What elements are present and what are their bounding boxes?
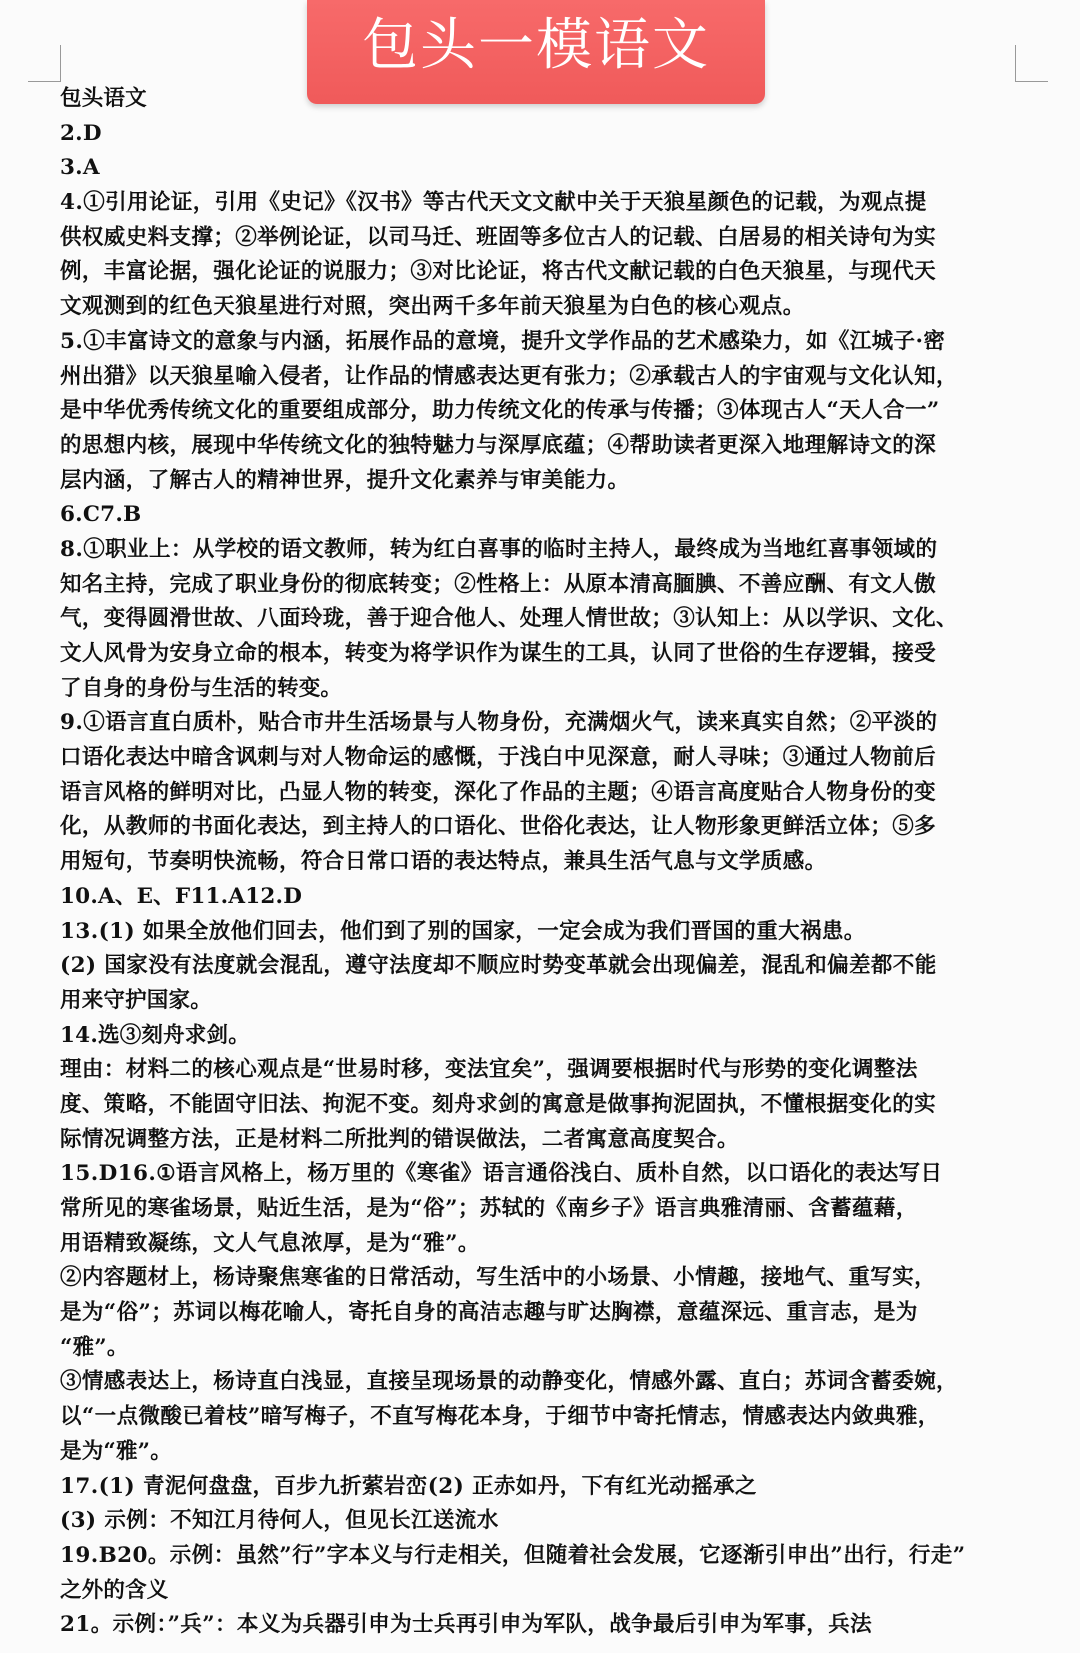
answer-line: 用来守护国家。 [60,987,212,1013]
answer-line: 度、策略，不能固守旧法、拘泥不变。刻舟求剑的寓意是做事拘泥固执，不懂根据变化的实 [60,1091,937,1117]
answer-line: ③情感表达上，杨诗直白浅显，直接呈现场景的动静变化，情感外露、直白；苏词含蓄委婉， [60,1369,958,1395]
answer-line: 9.①语言直白质朴，贴合市井生活场景与人物身份，充满烟火气，读来真实自然；②平淡的 [60,710,938,736]
answer-line: 19.B20。示例：虽然”行”字本义与行走相关，但随着社会发展，它逐渐引申出”出行，行走” [60,1542,966,1568]
answer-line: 化，从教师的书面化表达，到主持人的口语化、世俗化表达，让人物形象更鲜活立体；⑤多 [60,814,937,840]
answer-line: 是为“雅”。 [60,1438,172,1464]
answer-line: 2.D [60,120,102,146]
answer-line: 了自身的身份与生活的转变。 [60,675,343,701]
answer-line: 际情况调整方法，正是材料二所批判的错误做法，二者寓意高度契合。 [60,1126,739,1152]
answer-line: 常所见的寒雀场景，贴近生活，是为“俗”；苏轼的《南乡子》语言典雅清丽、含蓄蕴藉， [60,1196,918,1221]
answer-document [60,82,1020,1643]
answer-line: 4.①引用论证，引用《史记》《汉书》等古代天文文献中关于天狼星颜色的记载，为观点提 [60,190,927,216]
answer-line: (2) 国家没有法度就会混乱，遵守法度却不顺应时势变革就会出现偏差，混乱和偏差都不能 [60,953,937,979]
answer-line: 17.(1) 青泥何盘盘，百步九折萦岩峦(2) 正赤如丹，下有红光动摇承之 [60,1473,757,1499]
answer-line: 的思想内核，展现中华传统文化的独特魅力与深厚底蕴；④帮助读者更深入地理解诗文的深 [60,432,937,458]
answer-line: 10.A、E、F11.A12.D [60,883,303,909]
answer-line: 6.C7.B [60,502,142,528]
answer-line: 13.(1) 如果全放他们回去，他们到了别的国家，一定会成为我们晋国的重大祸患。 [60,918,866,944]
answer-line: 理由：材料二的核心观点是“世易时移，变法宜矣”，强调要根据时代与形势的变化调整法 [60,1057,918,1083]
answer-line: 3.A [60,155,100,181]
answer-line: 州出猎》以天狼星喻入侵者，让作品的情感表达更有张力；②承载古人的宇宙观与文化认知， [60,363,958,389]
answer-line: 文人风骨为安身立命的根本，转变为将学识作为谋生的工具，认同了世俗的生存逻辑，接受 [60,641,937,666]
answer-line: 口语化表达中暗含讽刺与对人物命运的感慨，于浅白中见深意，耐人寻味；③通过人物前后 [60,745,937,771]
answer-line: 21。示例：”兵”：本义为兵器引申为士兵再引申为军队，战争最后引申为军事，兵法 [60,1612,873,1638]
answer-line: 层内涵，了解古人的精神世界，提升文化素养与审美能力。 [60,467,630,493]
page-corner-mark-left [28,45,61,82]
answer-line: “雅”。 [60,1334,129,1360]
answer-line: 14.选③刻舟求剑。 [60,1022,250,1048]
answer-line: 以“一点微酸已着枝”暗写梅子，不直写梅花本身，于细节中寄托情志，情感表达内敛典雅， [60,1404,940,1430]
answer-line: 例，丰富论据，强化论证的说服力；③对比论证，将古代文献记载的白色天狼星，与现代天 [60,259,937,285]
answer-line: 是中华优秀传统文化的重要组成部分，助力传统文化的传承与传播；③体现古人“天人合一” [60,398,940,424]
answer-line: ②内容题材上，杨诗聚焦寒雀的日常活动，写生活中的小场景、小情趣，接地气、重写实， [60,1265,937,1291]
answer-line: 气，变得圆滑世故、八面玲珑，善于迎合他人、处理人情世故；③认知上：从以学识、文化、 [60,606,958,632]
answer-line: (3) 示例：不知江月待何人，但见长江送流水 [60,1508,499,1534]
document-heading: 包头语文 [60,86,147,111]
answer-line: 8.①职业上：从学校的语文教师，转为红白喜事的临时主持人，最终成为当地红喜事领域的 [60,536,938,562]
answer-line: 用短句，节奏明快流畅，符合日常口语的表达特点，兼具生活气息与文学质感。 [60,849,827,875]
answer-line: 语言风格的鲜明对比，凸显人物的转变，深化了作品的主题；④语言高度贴合人物身份的变 [60,779,937,805]
page-corner-mark-right [1015,45,1048,82]
answer-line: 知名主持，完成了职业身份的彻底转变；②性格上：从原本清高腼腆、不善应酬、有文人傲 [60,571,937,597]
answer-line: 之外的含义 [60,1577,169,1603]
answer-line: 文观测到的红色天狼星进行对照，突出两千多年前天狼星为白色的核心观点。 [60,294,805,320]
answer-line: 15.D16.①语言风格上，杨万里的《寒雀》语言通俗浅白、质朴自然，以口语化的表达写日 [60,1161,943,1187]
answer-line: 供权威史料支撑；②举例论证，以司马迁、班固等多位古人的记载、白居易的相关诗句为实 [60,224,937,250]
answer-line: 用语精致凝练，文人气息浓厚，是为“雅”。 [60,1230,480,1256]
answer-line: 5.①丰富诗文的意象与内涵，拓展作品的意境，提升文学作品的艺术感染力，如《江城子·密 [60,328,946,354]
title-banner: 包头一模语文 [307,0,765,104]
answer-line: 是为“俗”；苏词以梅花喻人，寄托自身的高洁志趣与旷达胸襟，意蕴深远、重言志，是为 [60,1300,918,1326]
